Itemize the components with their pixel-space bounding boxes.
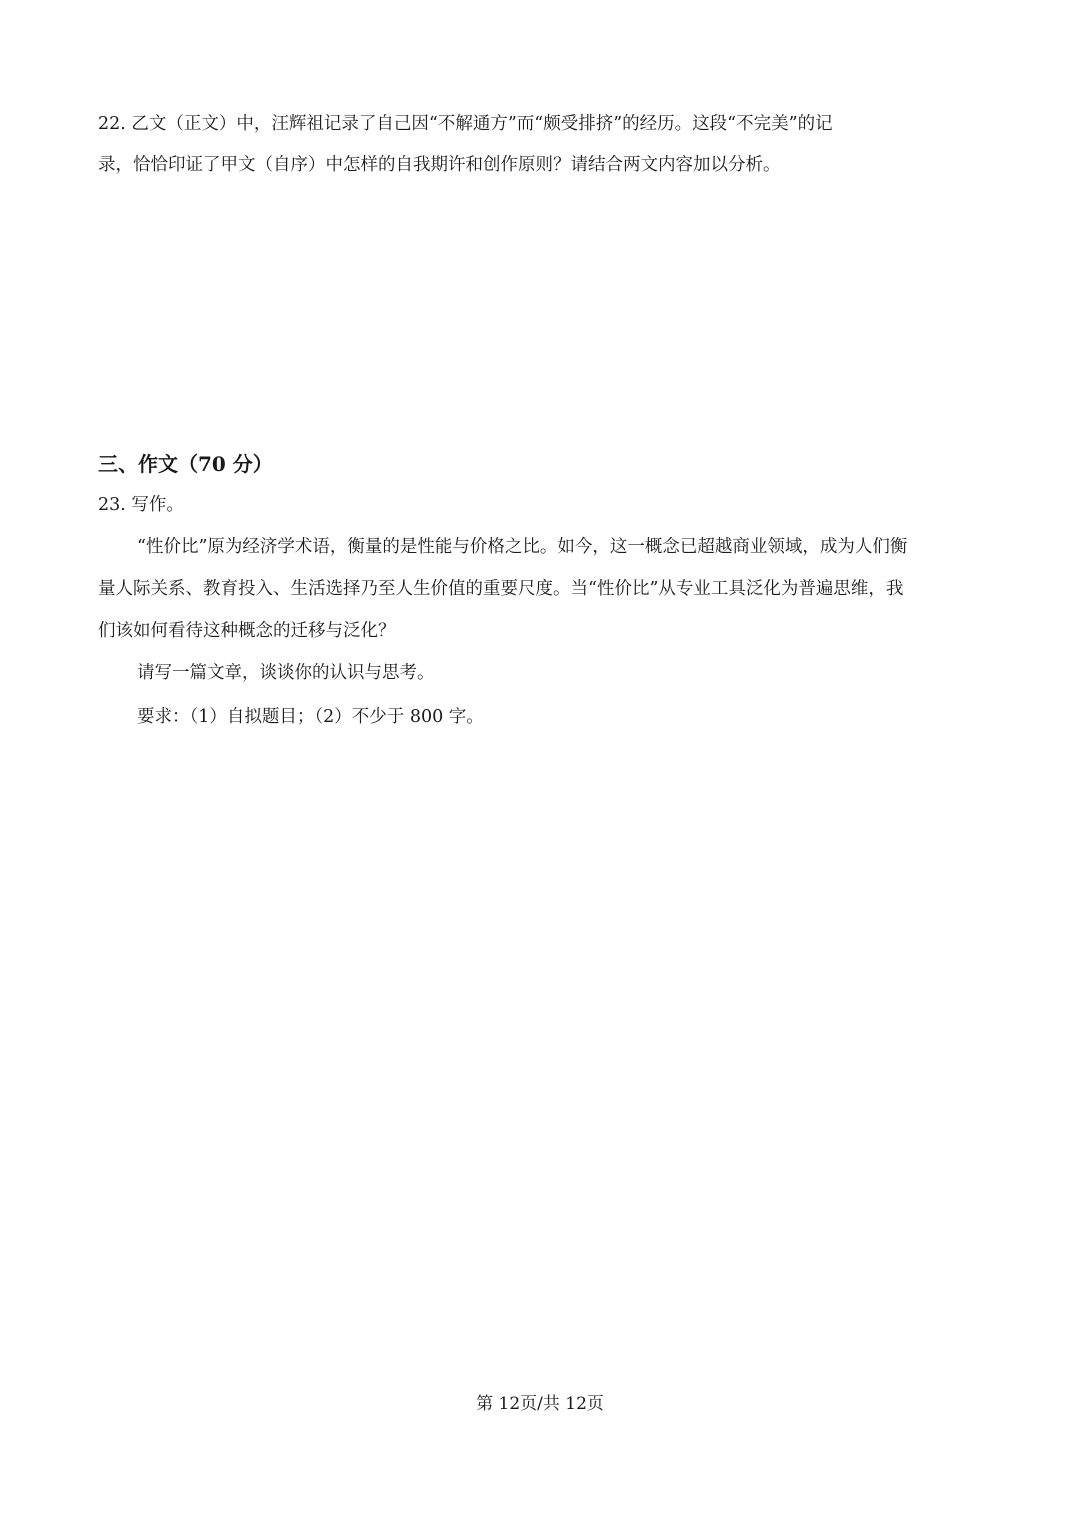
question-22-line-2: 录，恰恰印证了甲文（自序）中怎样的自我期许和创作原则？请结合两文内容加以分析。 [98, 155, 781, 175]
page-number: 第 12页/共 12页 [476, 1394, 604, 1414]
section-heading-writing: 三、作文（70 分） [98, 452, 273, 476]
question-22-line-1: 22. 乙文（正文）中，汪辉祖记录了自己因“不解通方”而“颇受排挤”的经历。这段“不完美”的记 [98, 114, 833, 134]
question-23-title: 23. 写作。 [98, 495, 184, 515]
question-23-material-line-1: “性价比”原为经济学术语，衡量的是性能与价格之比。如今，这一概念已超越商业领域，成为人们衡 [137, 537, 908, 557]
question-23-material-line-3: 们该如何看待这种概念的迁移与泛化？ [98, 621, 396, 641]
question-23-requirements: 要求：（1）自拟题目；（2）不少于 800 字。 [137, 707, 484, 727]
question-23-prompt: 请写一篇文章，谈谈你的认识与思考。 [137, 663, 435, 683]
question-23-material-line-2: 量人际关系、教育投入、生活选择乃至人生价值的重要尺度。当“性价比”从专业工具泛化为普遍思维，我 [98, 579, 904, 599]
